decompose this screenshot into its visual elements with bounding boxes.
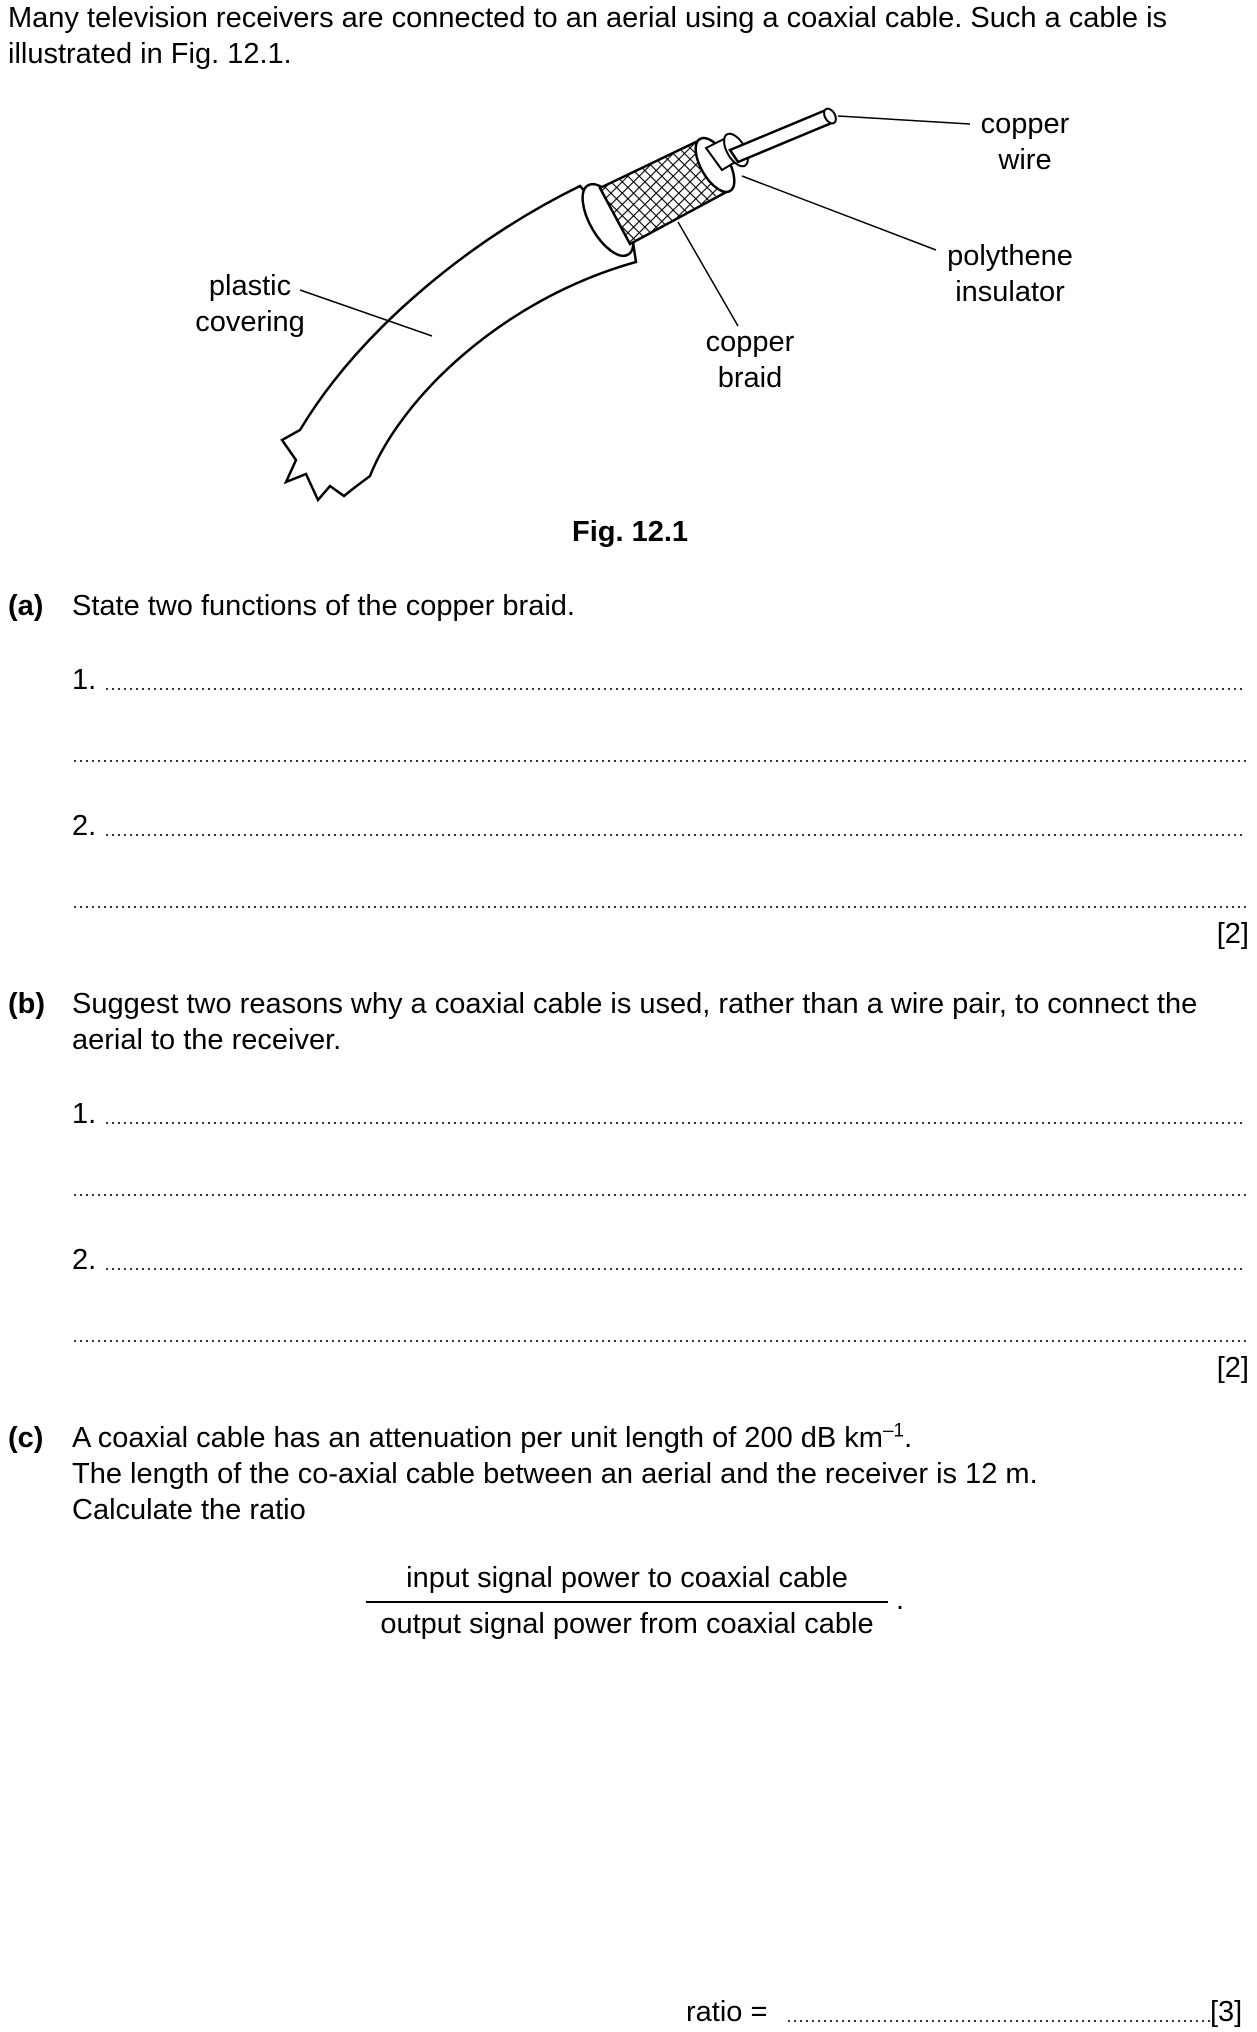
part-b-answer-line-2b[interactable]	[72, 1340, 1246, 1342]
plastic-covering-shape	[282, 186, 636, 500]
label-polythene-insulator: polythene insulator	[947, 240, 1073, 308]
copper-wire-shape	[730, 110, 834, 162]
fraction-denominator: output signal power from coaxial cable	[380, 1608, 874, 1640]
part-c-marks: [3]	[1210, 1996, 1243, 2028]
label-plastic-covering: plastic covering	[195, 270, 305, 338]
part-c-line1	[72, 1420, 912, 1456]
part-c-line1-text: A coaxial cable has an attenuation per unit length of 200 dB km	[72, 1422, 883, 1454]
part-a-answer-line-2b[interactable]	[72, 906, 1246, 908]
figure-caption: Fig. 12.1	[572, 516, 689, 548]
part-b-line1-number: 1.	[72, 1098, 97, 1130]
fraction-numerator: input signal power to coaxial cable	[406, 1562, 848, 1594]
ratio-answer-line[interactable]	[786, 2020, 1210, 2022]
label-copper-braid: copper braid	[705, 326, 795, 394]
part-c-line3: Calculate the ratio	[72, 1494, 306, 1526]
part-a-answer-line-1b[interactable]	[72, 760, 1246, 762]
label-copper-wire: copper wire	[980, 108, 1070, 176]
part-a-answer-line-2[interactable]	[104, 834, 1246, 836]
part-b-line2-number: 2.	[72, 1244, 97, 1276]
part-b-label: (b)	[8, 988, 46, 1020]
part-a-label: (a)	[8, 590, 44, 622]
part-c-line1-end: .	[904, 1422, 913, 1454]
part-a-marks: [2]	[1216, 918, 1249, 950]
part-c-line2: The length of the co-axial cable between an aerial and the receiver is 12 m.	[72, 1458, 1038, 1490]
part-c-label: (c)	[8, 1422, 44, 1454]
ratio-label: ratio =	[686, 1996, 768, 2028]
part-a-answer-line-1[interactable]	[104, 688, 1246, 690]
part-a-question: State two functions of the copper braid.	[72, 590, 575, 622]
part-c-line1-superscript: –1	[882, 1420, 905, 1442]
part-b-question-line1: Suggest two reasons why a coaxial cable is used, rather than a wire pair, to connect the	[72, 988, 1198, 1020]
fraction-bar	[366, 1601, 888, 1603]
intro-text: Many television receivers are connected to an aerial using a coaxial cable. Such a cable is illustrated in Fig. 12.1.	[8, 2, 1168, 70]
part-b-answer-line-1[interactable]	[104, 1122, 1246, 1124]
fraction-end: .	[896, 1584, 905, 1616]
part-b-question-line2: aerial to the receiver.	[72, 1024, 342, 1056]
part-b-marks: [2]	[1216, 1352, 1249, 1384]
part-a-line2-number: 2.	[72, 810, 97, 842]
part-b-answer-line-1b[interactable]	[72, 1194, 1246, 1196]
part-a-line1-number: 1.	[72, 664, 97, 696]
part-b-answer-line-2[interactable]	[104, 1268, 1246, 1270]
